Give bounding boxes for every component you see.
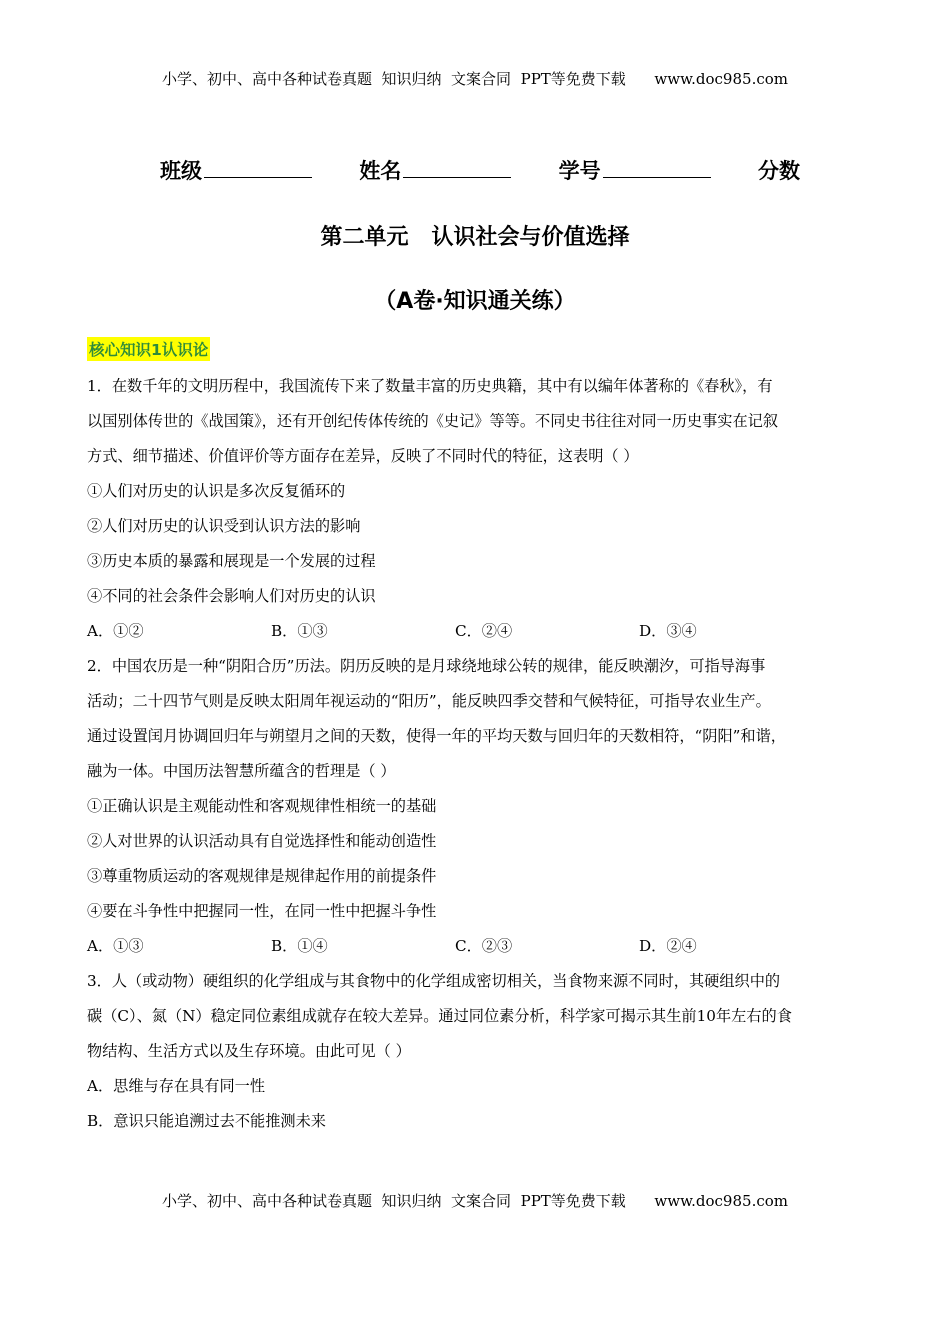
option-d[interactable]: D．③④	[639, 622, 697, 640]
question-text-line: 方式、细节描述、价值评价等方面存在差异，反映了不同时代的特征，这表明（ ）	[87, 447, 639, 465]
page-header: 小学、初中、高中各种试卷真题 知识归纳 文案合同 PPT等免费下载 www.doc985.com	[161, 70, 788, 88]
option-a[interactable]: A．①②	[87, 622, 144, 640]
class-blank[interactable]	[204, 159, 312, 178]
option-b[interactable]: B．①④	[271, 937, 328, 955]
option-b[interactable]: B．意识只能追溯过去不能推测未来	[87, 1112, 326, 1130]
score-field	[758, 155, 800, 185]
question-text-line: 活动；二十四节气则是反映太阳周年视运动的“阳历”，能反映四季交替和气候特征，可指导农业生产。	[87, 692, 771, 710]
question-text-line: 物结构、生活方式以及生存环境。由此可见（ ）	[87, 1042, 411, 1060]
question-text-line: 1．在数千年的文明历程中，我国流传下来了数量丰富的历史典籍，其中有以编年体著称的《春秋》，有	[87, 377, 773, 395]
question-2	[87, 652, 877, 967]
statement: ②人对世界的认识活动具有自觉选择性和能动创造性	[87, 832, 437, 850]
statement: ③历史本质的暴露和展现是一个发展的过程	[87, 552, 376, 570]
option-d[interactable]: D．②④	[639, 937, 697, 955]
id-blank[interactable]	[603, 159, 711, 178]
statement: ④不同的社会条件会影响人们对历史的认识	[87, 587, 376, 605]
answer-options	[87, 617, 877, 652]
question-3	[87, 967, 877, 1142]
statement: ②人们对历史的认识受到认识方法的影响	[87, 517, 361, 535]
questions-body	[87, 372, 877, 1142]
answer-options	[87, 932, 877, 967]
statement: ③尊重物质运动的客观规律是规律起作用的前提条件	[87, 867, 437, 885]
id-label: 学号	[558, 159, 601, 183]
option-a[interactable]: A．①③	[87, 937, 144, 955]
question-text-line: 3．人（或动物）硬组织的化学组成与其食物中的化学组成密切相关，当食物来源不同时，其硬组织中的	[87, 972, 781, 990]
class-label: 班级	[160, 159, 202, 183]
option-c[interactable]: C．②③	[455, 937, 513, 955]
student-info-row	[160, 155, 800, 185]
option-b[interactable]: B．①③	[271, 622, 328, 640]
question-text-line: 碳（C）、氮（N）稳定同位素组成就存在较大差异。通过同位素分析，科学家可揭示其生前10年左右的食	[87, 1007, 792, 1025]
question-text-line: 通过设置闰月协调回归年与朔望月之间的天数，使得一年的平均天数与回归年的天数相符，“阴阳”和谐，	[87, 727, 786, 745]
unit-title: 第二单元 认识社会与价值选择	[320, 225, 630, 250]
score-label: 分数	[757, 159, 800, 183]
question-text-line: 以国别体传世的《战国策》，还有开创纪传体传统的《史记》等等。不同史书往往对同一历史事实在记叙	[87, 412, 779, 430]
paper-subtitle: （A卷·知识通关练）	[374, 289, 576, 314]
statement: ④要在斗争性中把握同一性，在同一性中把握斗争性	[87, 902, 437, 920]
name-blank[interactable]	[403, 159, 511, 178]
question-text-line: 融为一体。中国历法智慧所蕴含的哲理是（ ）	[87, 762, 396, 780]
section-heading: 核心知识1认识论	[87, 337, 210, 361]
question-text-line: 2．中国农历是一种“阴阳合历”历法。阴历反映的是月球绕地球公转的规律，能反映潮汐，可指导海事	[87, 657, 766, 675]
id-field	[559, 155, 711, 185]
name-label: 姓名	[359, 159, 402, 183]
option-c[interactable]: C．②④	[455, 622, 513, 640]
question-1	[87, 372, 877, 652]
statement: ①人们对历史的认识是多次反复循环的	[87, 482, 346, 500]
page-footer: 小学、初中、高中各种试卷真题 知识归纳 文案合同 PPT等免费下载 www.doc985.com	[161, 1192, 788, 1210]
option-a[interactable]: A．思维与存在具有同一性	[87, 1077, 266, 1095]
name-field	[359, 155, 511, 185]
statement: ①正确认识是主观能动性和客观规律性相统一的基础	[87, 797, 437, 815]
class-field	[160, 155, 312, 185]
